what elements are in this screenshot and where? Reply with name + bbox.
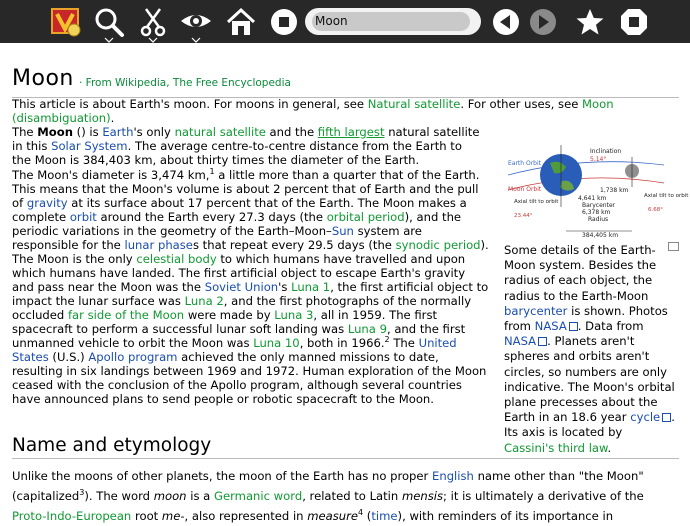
link-gravity[interactable]: gravity — [26, 196, 68, 210]
link-natural-satellite[interactable]: Natural satellite — [367, 97, 461, 111]
stop-icon[interactable] — [618, 4, 650, 40]
paragraph-intro: The Moon () is Earth's only natural satellite and the fifth largest natural satellite in this Solar System. The average centre-to-centre distance from the Earth to the Moon is 384,403 km, about thirty times the diameter of the Earth. — [12, 125, 480, 167]
link-cassinis-third-law[interactable]: Cassini's third law — [504, 440, 608, 455]
label-earth-orbit: Earth Orbit — [508, 160, 542, 167]
label-distance: 384,405 km — [582, 232, 619, 239]
label-axial-tilt-moon: Axial tilt to orbit — [644, 193, 689, 199]
link-lunar-phase[interactable]: lunar phase — [124, 238, 193, 252]
label-axial-tilt-earth-value: 23.44° — [514, 213, 533, 219]
page-title: Moon — [12, 66, 74, 91]
label-moon-orbit: Moon Orbit — [508, 186, 542, 193]
hatnote: This article is about Earth's moon. For moons in general, see Natural satellite. For other uses, see Moon (disambiguation). — [12, 97, 614, 125]
label-barycenter: Barycenter — [582, 202, 616, 209]
link-luna-10[interactable]: Luna 10 — [253, 336, 300, 350]
label-axial-tilt-moon-value: 6.68° — [648, 207, 663, 213]
back-icon[interactable] — [491, 4, 521, 40]
link-germanic-word[interactable]: Germanic word — [213, 489, 303, 503]
link-proto-indo-european[interactable]: Proto-Indo-European — [12, 509, 132, 523]
link-barycenter[interactable]: barycenter — [504, 303, 568, 318]
link-solar-system[interactable]: Solar System — [51, 139, 128, 153]
label-moon-radius: 1,738 km — [600, 187, 629, 194]
link-synodic-period[interactable]: synodic period — [395, 238, 481, 252]
stop-icon[interactable] — [268, 4, 300, 40]
link-orbital-period[interactable]: orbital period — [326, 210, 405, 224]
link-earth[interactable]: Earth — [102, 125, 134, 139]
link-nasa-2[interactable]: NASA — [504, 334, 537, 349]
scissors-icon[interactable] — [137, 4, 169, 40]
link-natural-satellite-2[interactable]: natural satellite — [174, 125, 266, 139]
section-heading: Name and etymology — [12, 435, 212, 456]
search-input[interactable]: Moon — [312, 12, 470, 31]
activity-icon[interactable] — [48, 4, 84, 40]
external-link-icon — [569, 322, 578, 331]
figure-caption: Some details of the Earth-Moon system. Besides the radius of each object, the radius to the Earth-Moon barycenter is shown. Photos from NASA . Data from NASA . Planets aren't spheres and orbits aren't circles, so numbers are only indicative. The Moon's orbital plane precesses about the Earth in an 18.6 year cycle . Its axis is located by Cassini's third law. — [504, 243, 675, 455]
label-inclination: Inclination — [590, 148, 622, 155]
label-inclination-value: 5.14° — [590, 156, 607, 163]
label-radius: Radius — [588, 216, 609, 223]
label-axial-tilt-earth: Axial tilt to orbit — [514, 199, 559, 205]
forward-icon[interactable] — [528, 4, 558, 40]
home-icon[interactable] — [224, 4, 258, 40]
link-time[interactable]: time — [371, 509, 398, 523]
link-english[interactable]: English — [432, 469, 474, 483]
search-field[interactable] — [305, 8, 481, 35]
link-celestial-body[interactable]: celestial body — [136, 252, 217, 266]
link-luna-1[interactable]: Luna 1 — [291, 280, 331, 294]
link-orbit[interactable]: orbit — [69, 210, 97, 224]
link-far-side[interactable]: far side of the Moon — [67, 308, 185, 322]
link-nasa-1[interactable]: NASA — [534, 319, 567, 334]
earth-moon-diagram[interactable] — [504, 135, 689, 239]
divider — [12, 458, 679, 459]
toolbar — [0, 0, 690, 43]
page-subtitle: · From Wikipedia, The Free Encyclopedia — [79, 77, 291, 89]
label-barycenter-distance: 4,641 km — [578, 195, 607, 202]
eye-icon[interactable] — [179, 4, 213, 40]
search-icon[interactable] — [92, 4, 126, 40]
link-fifth-largest[interactable]: fifth largest — [317, 125, 385, 139]
link-united-states[interactable]: United States — [12, 336, 457, 364]
link-luna-3[interactable]: Luna 3 — [274, 308, 314, 322]
external-link-icon — [662, 413, 671, 422]
label-earth-radius: 6,378 km — [582, 209, 611, 216]
link-apollo-program[interactable]: Apollo program — [88, 350, 178, 364]
link-sun[interactable]: Sun — [331, 224, 354, 238]
link-luna-2[interactable]: Luna 2 — [184, 294, 224, 308]
link-moon-disambiguation[interactable]: Moon (disambiguation) — [12, 97, 614, 125]
link-soviet-union[interactable]: Soviet Union — [204, 280, 279, 294]
external-link-icon — [538, 337, 547, 346]
article-content[interactable] — [0, 43, 690, 523]
star-icon[interactable] — [574, 4, 606, 40]
link-luna-9[interactable]: Luna 9 — [347, 322, 387, 336]
link-cycle[interactable]: cycle — [630, 410, 661, 425]
paragraph-etymology: Unlike the moons of other planets, the moon of the Earth has no proper English name other than "the Moon" (capitalized$^3$). The word moon is a Germanic word, related to Latin mensis; it is ultimately a derivative of the Proto-Indo-European root me-, also represented in measure$^4$ (time), with reminders of its importance in — [12, 469, 644, 523]
paragraph-main: The Moon's diameter is 3,474 km,$^1$ a little more than a quarter that of the Earth. This means that the Moon's volume is about 2 percent that of Earth and the pull of gravity at its surface about 17 percent that of the Earth. The Moon makes a complete orbit around the Earth every 27.3 days (the orbital period), and the periodic variations in the geometry of the Earth–Moon–Sun system are responsible for the lunar phases that repeat every 29.5 days (the synodic period). The Moon is the only celestial body to which humans have travelled and upon which humans have landed. The first artificial object to escape Earth's gravity and pass near the Moon was the Soviet Union's Luna 1, the first artificial object to impact the lunar surface was Luna 2, and the first photographs of the normally occluded far side of the Moon were made by Luna 3, all in 1959. The first spacecraft to perform a successful lunar soft landing was Luna 9, and the first unmanned vehicle to orbit the Moon was Luna 10, both in 1966.$^2$ The United States (U.S.) Apollo program achieved the only manned missions to date, resulting in six landings between 1969 and 1972. Human exploration of the Moon ceased with the conclusion of the Apollo program, although several countries have announced plans to send people or robotic spacecraft to the Moon. — [12, 167, 489, 406]
